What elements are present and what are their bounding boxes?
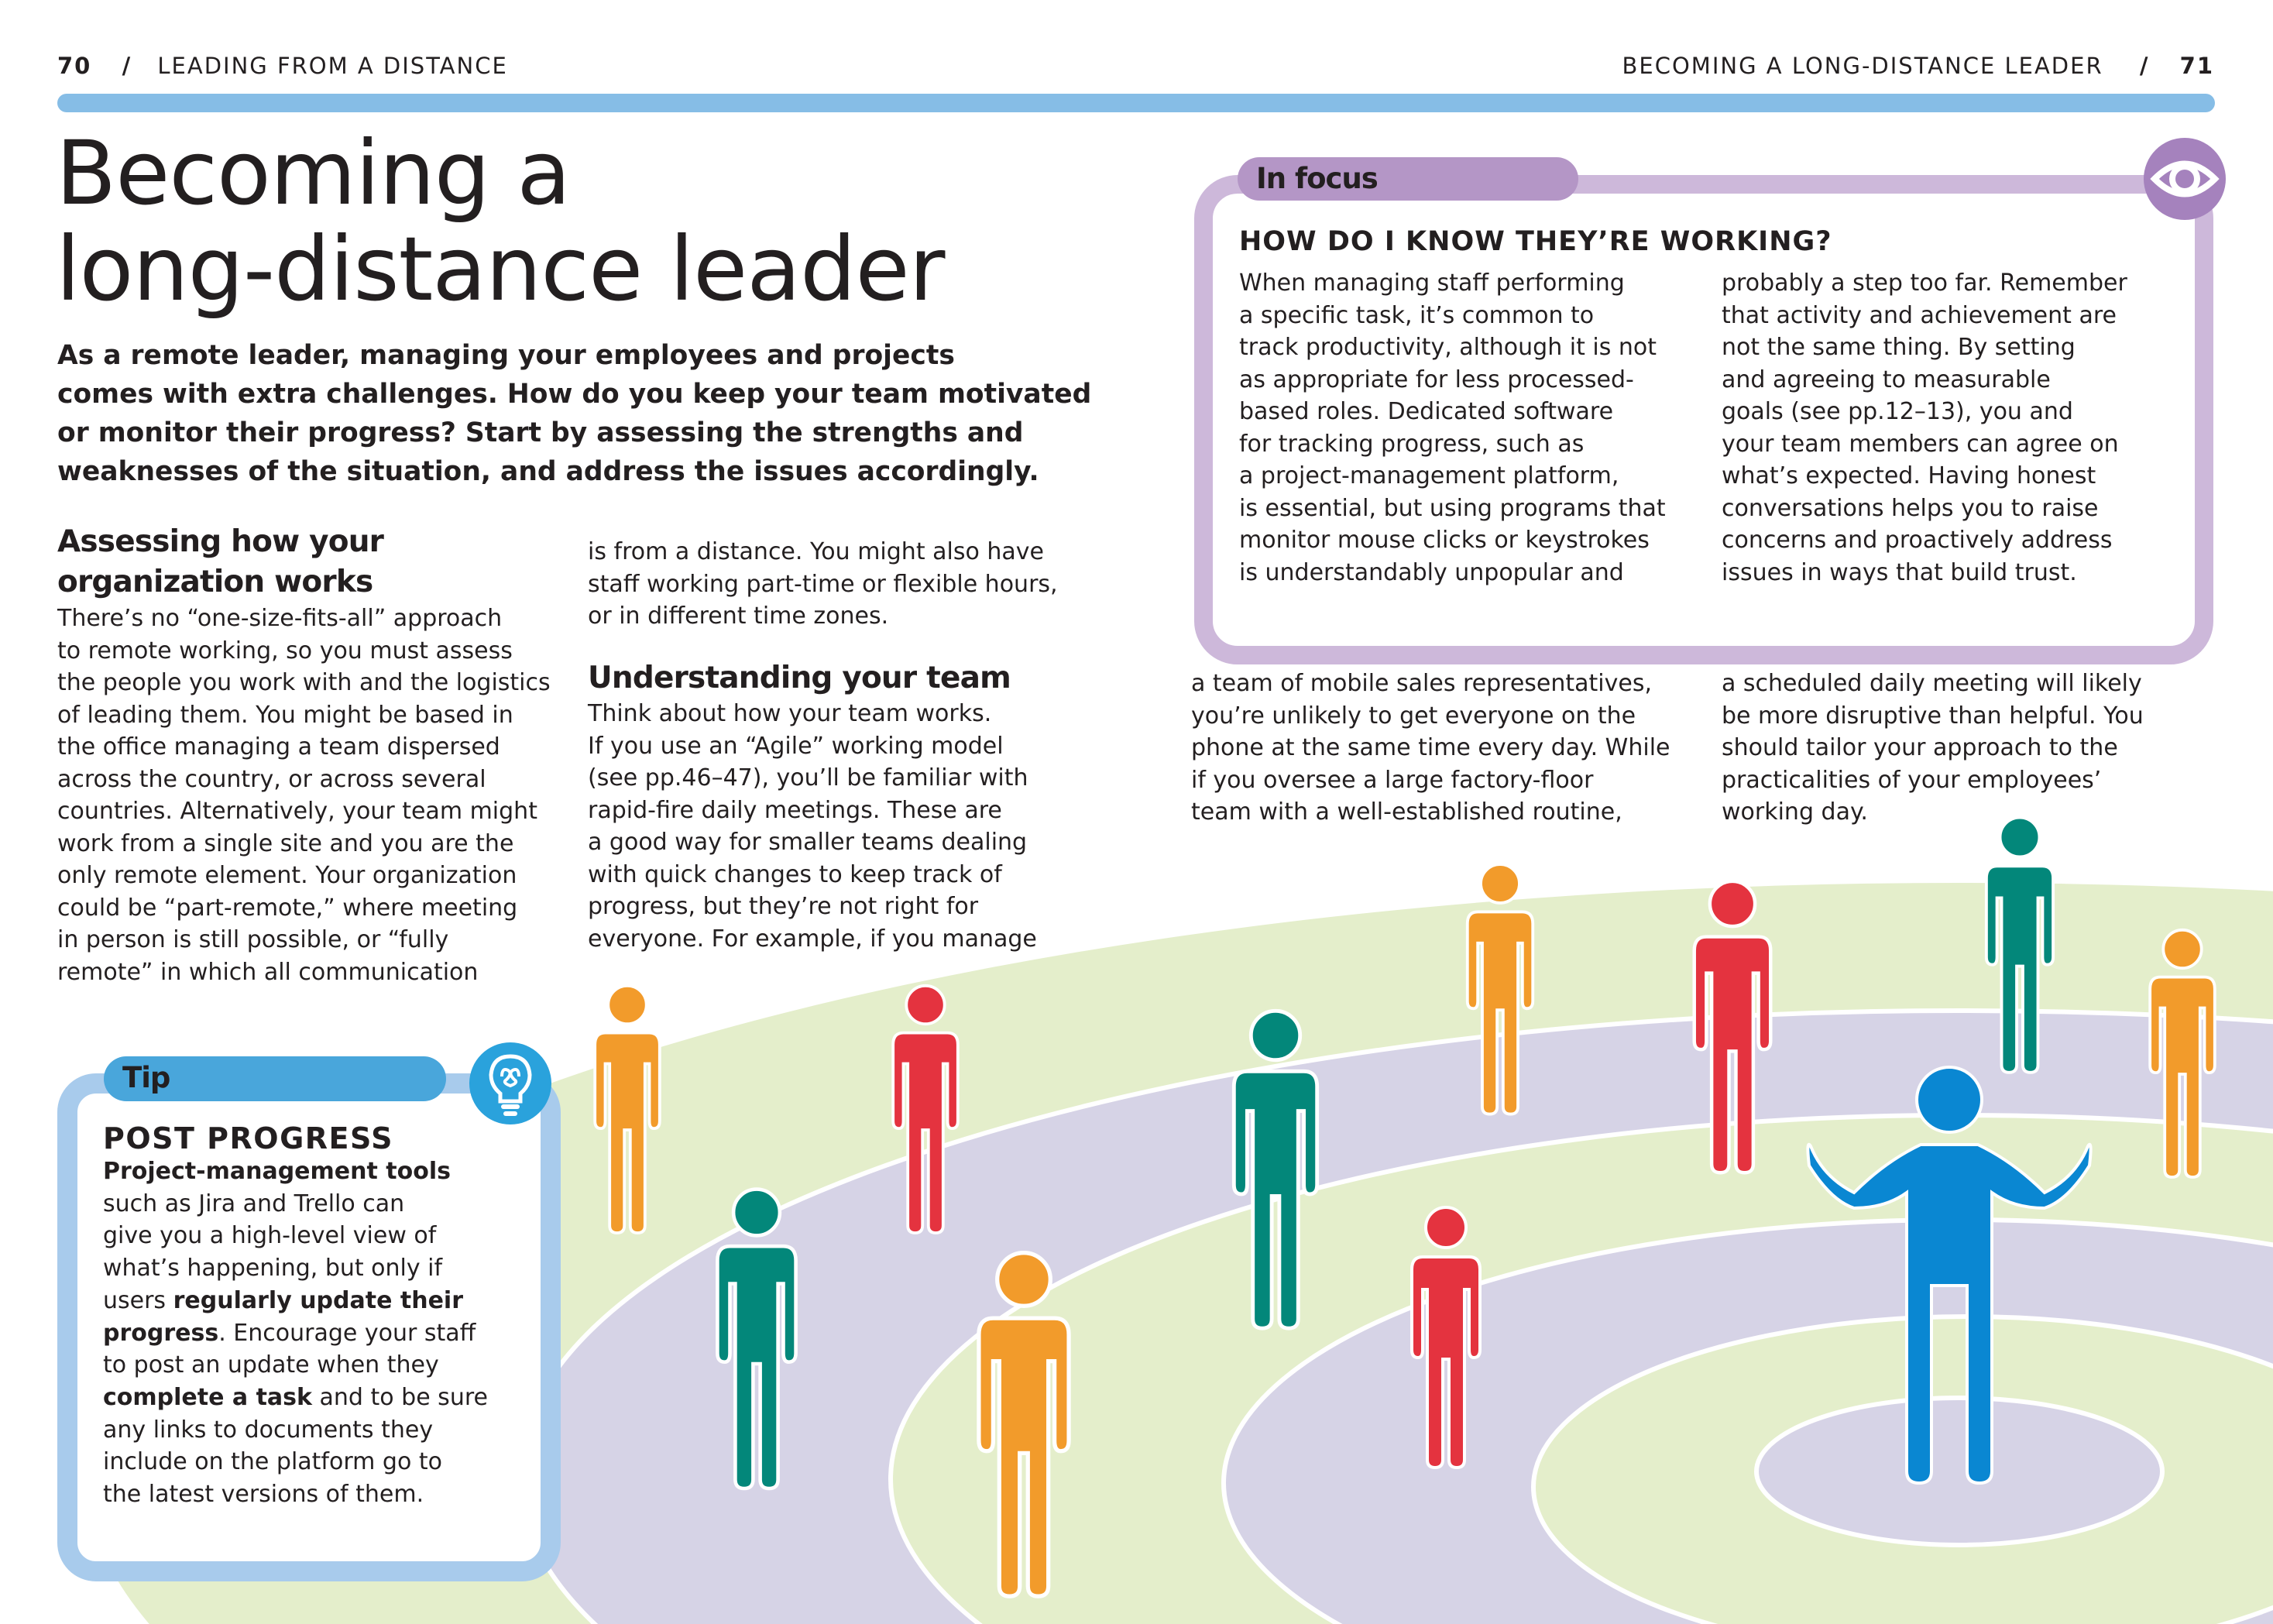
eye-icon (2144, 138, 2226, 220)
header-separator: / (122, 53, 132, 79)
in-focus-body-col2 (1722, 267, 2127, 589)
body-line: the office managing a team dispersed (57, 733, 500, 760)
body-line: countries. Alternatively, your team might (57, 798, 537, 825)
body-line: could be “part-remote,” where meeting (57, 894, 518, 922)
body-line: track productivity, although it is not (1239, 334, 1657, 361)
body-line: should tailor your approach to the (1722, 734, 2118, 761)
in-focus-tab-label: In focus (1256, 162, 1378, 195)
body-line: is understandably unpopular and (1239, 558, 1624, 586)
body-line: a good way for smaller teams dealing (588, 829, 1028, 856)
header-left (57, 53, 508, 79)
tip-line: the latest versions of them. (103, 1481, 424, 1509)
body-line: a team of mobile sales representatives, (1191, 670, 1653, 697)
body-line: phone at the same time every day. While (1191, 734, 1670, 761)
body-line: Think about how your team works. (588, 700, 992, 727)
header-right (1622, 53, 2214, 79)
body-line: as appropriate for less processed- (1239, 366, 1634, 393)
assessing-body-col1 (57, 603, 551, 988)
body-line: remote” in which all communication (57, 958, 479, 986)
understanding-body-col2 (588, 698, 1037, 955)
tip-line: to post an update when they (103, 1351, 439, 1379)
body-line: goals (see pp.12–13), you and (1722, 398, 2073, 425)
intro-line: weaknesses of the situation, and address the issues accordingly. (57, 456, 1039, 487)
header-rule (57, 94, 2215, 112)
tip-line: such as Jira and Trello can (103, 1190, 405, 1217)
body-line: concerns and proactively address (1722, 527, 2113, 554)
body-line: that activity and achievement are (1722, 301, 2117, 329)
tip-tab-label: Tip (122, 1061, 170, 1094)
body-line: working day. (1722, 798, 1868, 826)
lightbulb-icon (469, 1042, 551, 1124)
tip-bold-text: regularly update their (173, 1286, 463, 1314)
body-line: of leading them. You might be based in (57, 701, 513, 729)
left-section-title: LEADING FROM A DISTANCE (157, 53, 508, 79)
tip-bold-text: progress (103, 1319, 219, 1347)
body-line: progress, but they’re not right for (588, 893, 979, 920)
body-line: or in different time zones. (588, 603, 889, 630)
intro-line: or monitor their progress? Start by assessing the strengths and (57, 417, 1024, 448)
body-line: what’s expected. Having honest (1722, 462, 2096, 489)
heading-line: organization works (57, 565, 373, 599)
body-line: issues in ways that build trust. (1722, 558, 2077, 586)
body-line: in person is still possible, or “fully (57, 926, 449, 953)
body-line: conversations helps you to raise (1722, 494, 2099, 522)
right-section-title: BECOMING A LONG-DISTANCE LEADER (1622, 53, 2103, 79)
understanding-body-col3 (1191, 668, 1670, 829)
tip-line: any links to documents they (103, 1416, 434, 1444)
body-line: you’re unlikely to get everyone on the (1191, 702, 1636, 730)
page-title (56, 122, 945, 321)
body-line: work from a single site and you are the (57, 829, 514, 857)
body-line: staff working part-time or flexible hours, (588, 570, 1058, 598)
page-title-line: Becoming a (56, 122, 571, 225)
tip-line: give you a high-level view of (103, 1222, 437, 1250)
assessing-body-col2 (588, 536, 1058, 633)
intro-line: As a remote leader, managing your employees and projects (57, 340, 955, 371)
body-line: rapid-fire daily meetings. These are (588, 796, 1002, 824)
tip-line: what’s happening, but only if (103, 1255, 443, 1282)
body-line: When managing staff performing (1239, 270, 1625, 297)
body-line: with quick changes to keep track of (588, 860, 1002, 888)
body-line: the people you work with and the logistics (57, 669, 551, 696)
body-line: monitor mouse clicks or keystrokes (1239, 527, 1650, 554)
body-line: There’s no “one-size-fits-all” approach (57, 605, 503, 632)
tip-bold-text: complete a task (103, 1383, 312, 1411)
body-line: across the country, or across several (57, 765, 486, 793)
body-line: for tracking progress, such as (1239, 430, 1585, 458)
tip-text: users (103, 1286, 173, 1314)
body-line: team with a well-established routine, (1191, 798, 1622, 826)
body-line: If you use an “Agile” working model (588, 732, 1004, 760)
heading-line: Understanding your team (588, 661, 1011, 695)
tip-line: include on the platform go to (103, 1448, 442, 1476)
body-line: probably a step too far. Remember (1722, 270, 2127, 297)
body-line: your team members can agree on (1722, 430, 2119, 458)
body-line: (see pp.46–47), you’ll be familiar with (588, 764, 1028, 791)
body-line: only remote element. Your organization (57, 862, 517, 889)
right-page-number: 71 (2179, 53, 2214, 79)
tip-text: . Encourage your staff (218, 1319, 476, 1347)
tip-bold-text: Project-management tools (103, 1158, 451, 1185)
section-heading-understanding (588, 658, 1011, 699)
body-line: a specific task, it’s common to (1239, 301, 1595, 329)
understanding-body-col4 (1722, 668, 2144, 829)
intro-paragraph (57, 336, 1111, 491)
body-line: is essential, but using programs that (1239, 494, 1666, 522)
page-title-line: long-distance leader (56, 218, 945, 321)
body-line: a project-management platform, (1239, 462, 1619, 489)
body-line: everyone. For example, if you manage (588, 925, 1037, 953)
body-line: if you oversee a large factory-floor (1191, 766, 1594, 794)
ring-lavender-center (1756, 1398, 2162, 1545)
body-line: is from a distance. You might also have (588, 538, 1044, 565)
tip-body (103, 1155, 488, 1511)
heading-line: Assessing how your (57, 524, 384, 559)
in-focus-heading: HOW DO I KNOW THEY’RE WORKING? (1239, 226, 1832, 257)
tip-heading: POST PROGRESS (103, 1121, 394, 1155)
body-line: be more disruptive than helpful. You (1722, 702, 2144, 730)
body-line: practicalities of your employees’ (1722, 766, 2102, 794)
body-line: to remote working, so you must assess (57, 637, 513, 664)
intro-line: comes with extra challenges. How do you keep your team motivated (57, 379, 1092, 410)
body-line: a scheduled daily meeting will likely (1722, 670, 2142, 697)
tip-tab (104, 1056, 446, 1101)
in-focus-body-col1 (1239, 267, 1666, 589)
body-line: and agreeing to measurable (1722, 366, 2051, 393)
body-line: based roles. Dedicated software (1239, 398, 1614, 425)
header-separator: / (2139, 53, 2150, 79)
tip-text: and to be sure (311, 1383, 488, 1411)
section-heading-assessing (57, 522, 383, 603)
in-focus-tab (1238, 157, 1578, 201)
left-page-number: 70 (57, 53, 92, 79)
body-line: not the same thing. By setting (1722, 334, 2076, 361)
